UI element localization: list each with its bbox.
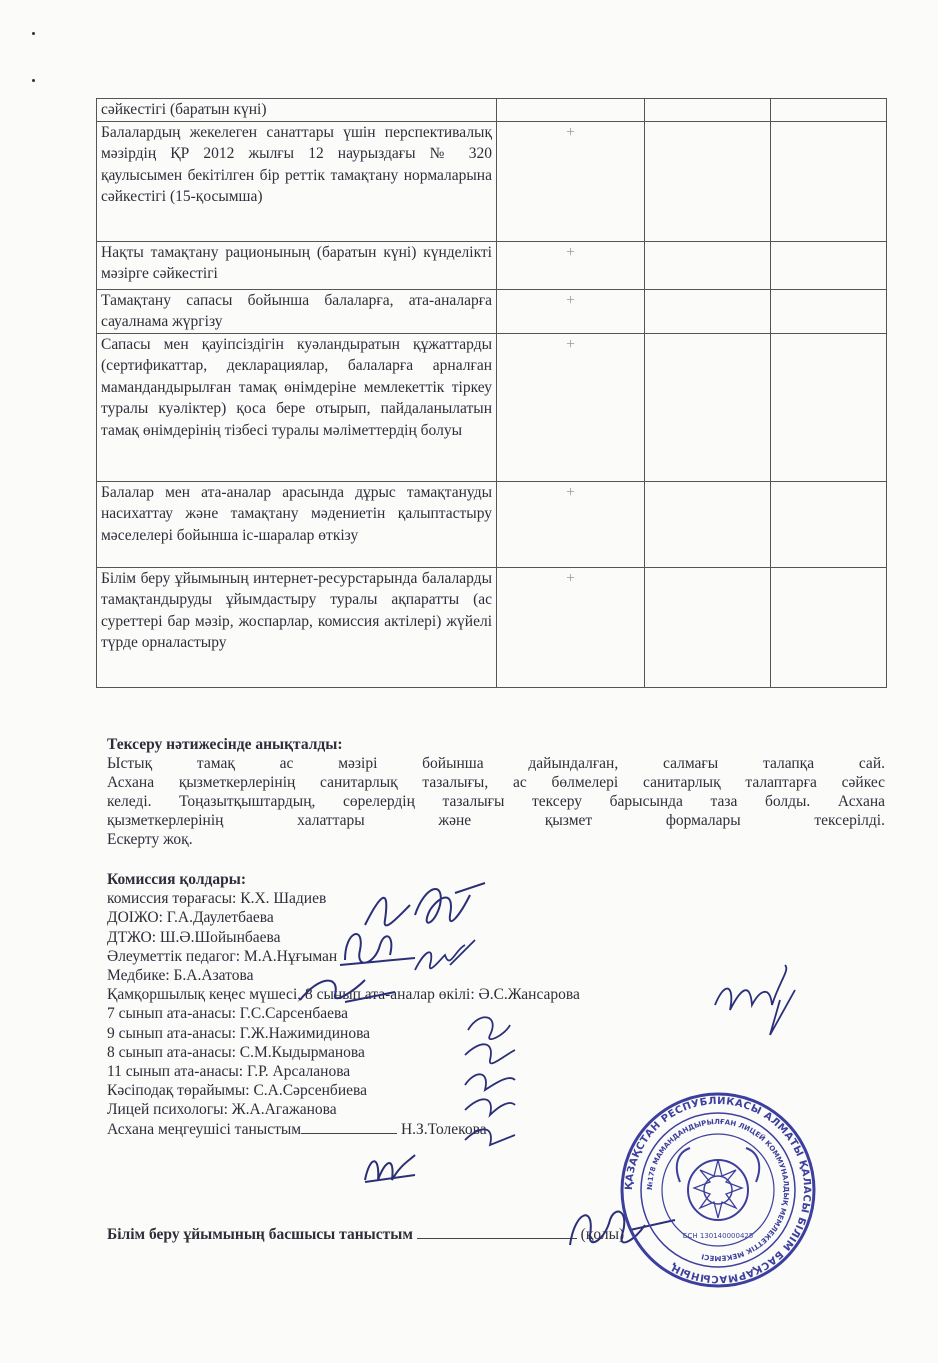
- findings-heading: Тексеру нәтижесінде анықталды:: [107, 736, 343, 753]
- commission-member: Әлеуметтік педагог: М.А.Нұғыман: [107, 947, 338, 965]
- findings-line: Ыстық тамақ ас мәзірі бойынша дайындалған, салмағы талапқа сай.: [107, 755, 885, 772]
- empty-cell: [771, 241, 887, 289]
- commission-member: Медбике: Б.А.Азатова: [107, 967, 254, 985]
- scan-speck: [32, 79, 35, 82]
- commission-member: Қамқоршылық кеңес мүшесі, 8 сынып ата-аналар өкілі: Ә.С.Жансарова: [107, 986, 580, 1004]
- findings-line: Асхана қызметкерлерінің санитарлық тазалығы, ас бөлмелері санитарлық талаптарға сәйкес: [107, 774, 885, 791]
- commission-member: Лицей психологы: Ж.А.Агажанова: [107, 1101, 337, 1119]
- canteen-manager-name: Н.З.Толекова: [400, 1120, 487, 1138]
- criteria-row: [97, 289, 887, 333]
- empty-cell: [645, 241, 771, 289]
- criterion-text: Білім беру ұйымының интернет-ресурстарында балаларды тамақтандыруды ұйымдастыру туралы ақпаратты (ас суреттері бар мәзір, жоспарлар, комиссия актілері) жүйелі түрде орналастыру: [97, 567, 497, 687]
- canteen-manager-label: Асхана меңгеушісі таныстым: [107, 1120, 302, 1138]
- criteria-table: [96, 98, 887, 688]
- commission-member: ДОІЖО: Г.А.Даулетбаева: [107, 909, 274, 927]
- compliance-mark: +: [497, 481, 645, 567]
- empty-cell: [771, 333, 887, 481]
- empty-cell: [771, 99, 887, 122]
- signature-parents-icon: [460, 1010, 520, 1150]
- empty-cell: [771, 121, 887, 241]
- empty-cell: [645, 567, 771, 687]
- empty-cell: [645, 333, 771, 481]
- signature-blank: [417, 1226, 577, 1239]
- criterion-text: Балалар мен ата-аналар арасында дұрыс тамақтануды насихаттау және тамақтану мәдениетін қалыптастыру мәселелері бойынша іс-шаралар өткізу: [97, 481, 497, 567]
- findings-line: қызметкерлерінің халаттары және қызмет формалары тексерілді.: [107, 812, 885, 829]
- compliance-mark: +: [497, 289, 645, 333]
- criterion-text: Сапасы мен қауіпсіздігін куәландыратын құжаттарды (сертификаттар, декларациялар, балаларға арналған мамандандырылған тамақ өнімдеріне мемлекеттік тіркеу туралы куәліктер) қоса бере отырып, пайдаланылатын тамақ өнімдерінің тізбесі туралы мәліметтердің болуы: [97, 333, 497, 481]
- empty-cell: [645, 481, 771, 567]
- commission-member: Кәсіподақ төрайымы: С.А.Сәрсенбиева: [107, 1082, 367, 1100]
- signature-member-icon: [295, 970, 405, 1010]
- empty-cell: [771, 481, 887, 567]
- empty-cell: [771, 567, 887, 687]
- empty-cell: [645, 121, 771, 241]
- scan-speck: [32, 32, 35, 35]
- criterion-text: сәйкестігі (баратын күні): [97, 99, 497, 122]
- compliance-mark: +: [497, 567, 645, 687]
- criteria-row: [97, 121, 887, 241]
- stamp-bin: БСН 130140000425: [682, 1232, 754, 1240]
- criterion-text: Балалардың жекелеген санаттары үшін перспективалық мәзірдің ҚР 2012 жылғы 12 наурыздағы № 320 қаулысымен бекітілген бір реттік тамақтану нормаларына сәйкестігі (15-қосымша): [97, 121, 497, 241]
- signature-member-icon: [410, 935, 480, 985]
- compliance-mark: +: [497, 241, 645, 289]
- commission-member: комиссия төрағасы: К.Х. Шадиев: [107, 890, 327, 908]
- empty-cell: [645, 289, 771, 333]
- stamp-inner-text: №178 МАМАНДАНДЫРЫЛҒАН ЛИЦЕЙ КОММУНАЛДЫҚ МЕМЛЕКЕТТІК МЕКЕМЕСІ: [645, 1117, 791, 1263]
- criteria-row: [97, 481, 887, 567]
- empty-cell: [645, 99, 771, 122]
- compliance-mark: +: [497, 121, 645, 241]
- criteria-row: [97, 99, 887, 122]
- findings-line: келеді. Тоңазытқыштардың, сөрелердің тазалығы тексеру барысында таза болды. Асхана: [107, 793, 885, 810]
- compliance-mark: +: [497, 333, 645, 481]
- director-label: Білім беру ұйымының басшысы таныстым: [107, 1226, 413, 1243]
- compliance-mark: [497, 99, 645, 122]
- director-line: [107, 1226, 624, 1244]
- findings-line: Ескерту жоқ.: [107, 831, 193, 848]
- commission-member: 8 сынып ата-анасы: С.М.Кыдырманова: [107, 1043, 365, 1061]
- commission-member: ДТЖО: Ш.Ә.Шойынбаева: [107, 928, 281, 946]
- criteria-row: [97, 241, 887, 289]
- findings-section: [107, 735, 885, 849]
- commission-member: 9 сынып ата-анасы: Г.Ж.Нажимидинова: [107, 1024, 371, 1042]
- state-emblem-icon: [677, 1148, 759, 1220]
- criteria-row: [97, 333, 887, 481]
- commission-heading: Комиссия қолдары:: [107, 871, 247, 888]
- criterion-text: Тамақтану сапасы бойынша балаларға, ата-аналарға сауалнама жүргізу: [97, 289, 497, 333]
- director-signature-name: (қолы): [580, 1226, 625, 1243]
- empty-cell: [771, 289, 887, 333]
- signature-blank: [301, 1121, 397, 1134]
- commission-member: 7 сынып ата-анасы: Г.С.Сарсенбаева: [107, 1005, 348, 1023]
- signature-member-icon: [710, 960, 800, 1040]
- criterion-text: Нақты тамақтану рационының (баратын күні) күнделікті мәзірге сәйкестігі: [97, 241, 497, 289]
- official-stamp-icon: [618, 1090, 818, 1290]
- commission-member: 11 сынып ата-анасы: Г.Р. Арсаланова: [107, 1063, 351, 1081]
- signature-canteen-icon: [360, 1150, 420, 1190]
- svg-text:№178 МАМАНДАНДЫРЫЛҒАН ЛИЦЕЙ КО: [646, 1118, 790, 1262]
- criteria-row: [97, 567, 887, 687]
- stamp-outer-text: ҚАЗАҚСТАН РЕСПУБЛИКАСЫ АЛМАТЫ ҚАЛАСЫ БІЛІМ БАСҚАРМАСЫНЫҢ: [623, 1095, 813, 1285]
